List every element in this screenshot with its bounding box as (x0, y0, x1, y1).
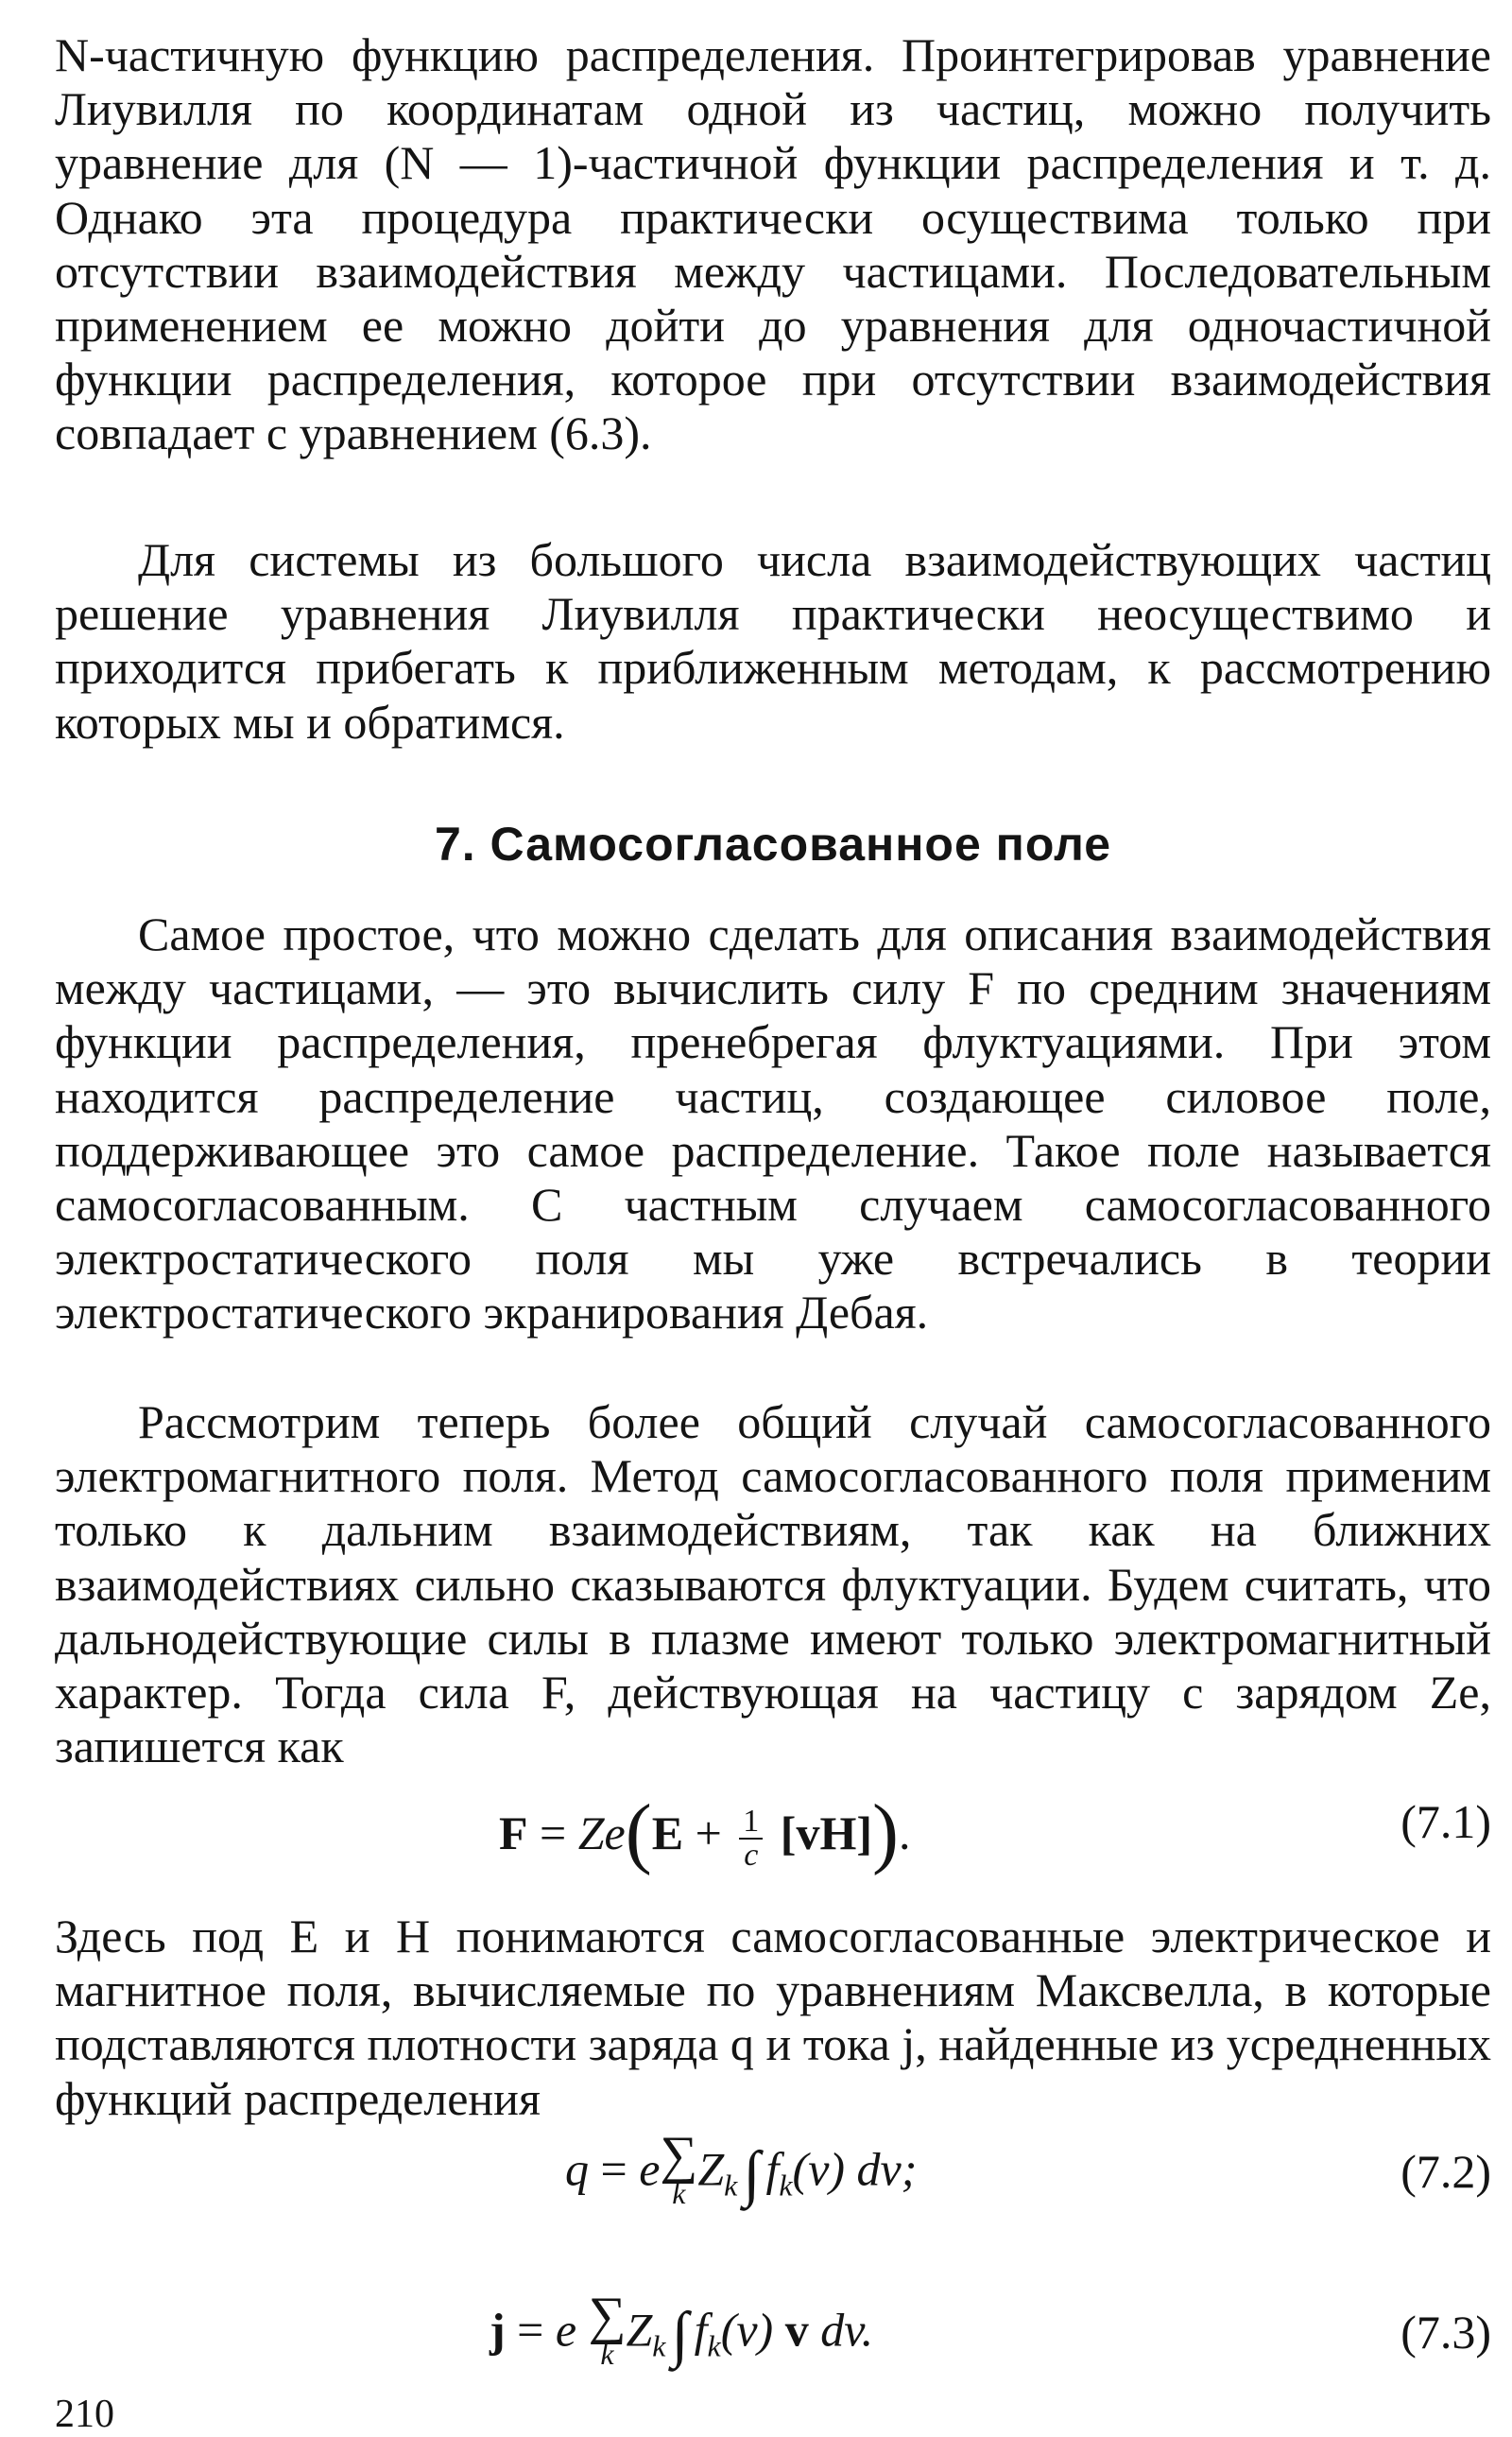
integral-sign: ∫ (671, 2300, 689, 2370)
equals-sign: = (517, 2303, 544, 2357)
paragraph-3: Самое простое, что можно сделать для описания взаимодействия между частицами, — это вычислить силу F по средним значениям функции распределения, пренебрегая флуктуациями. При этом находится распределение частиц, создающее силовое поле, поддерживающее это самое распределение. Такое поле называется самосогласованным. С частным случаем самосогласованного электростатического поля мы уже встречались в теории электростатического экранирования Дебая. (55, 907, 1491, 1339)
period: . (898, 1806, 911, 1859)
charge-number: Z (626, 2303, 653, 2357)
equation-number-7-2: (7.2) (1400, 2145, 1491, 2198)
distribution-function: f (694, 2303, 708, 2357)
fraction-numerator: 1 (739, 1806, 763, 1840)
equation-number-7-3: (7.3) (1400, 2306, 1491, 2359)
velocity-vector: v (784, 2303, 809, 2357)
force-symbol: F (499, 1806, 528, 1859)
differential: dv. (820, 2303, 874, 2357)
page-number: 210 (55, 2393, 114, 2436)
equation-7-1 (55, 1787, 1491, 1876)
sum-index: k (600, 2337, 614, 2371)
equation-7-3 (55, 2287, 1491, 2382)
distribution-function-index: k (707, 2328, 721, 2363)
cross-product: [vH] (780, 1806, 872, 1859)
equals-sign: = (540, 1806, 567, 1859)
equation-7-1-body (499, 1787, 910, 1878)
left-paren: ( (625, 1789, 652, 1876)
paragraph-4: Рассмотрим теперь более общий случай самосогласованного электромагнитного поля. Метод самосогласованного поля применим только к дальним взаимодействиям, так как на ближних взаимодействиях сильно сказываются флуктуации. Будем считать, что дальнодействующие силы в плазме имеют только электромагнитный характер. Тогда сила F, действующая на частицу с зарядом Ze, запишется как (55, 1395, 1491, 1773)
right-paren: ) (872, 1789, 899, 1876)
elementary-charge: e (639, 2142, 661, 2196)
sum-index: k (672, 2176, 686, 2210)
equation-number-7-1: (7.1) (1400, 1795, 1491, 1848)
function-argument: (v) (792, 2142, 846, 2196)
sum-sign: ∑ k (588, 2287, 627, 2371)
charge-density-symbol: q (565, 2142, 589, 2196)
plus-sign: + (695, 1806, 722, 1859)
differential: dv; (856, 2142, 918, 2196)
distribution-function: f (765, 2142, 780, 2196)
equation-7-3-body (490, 2287, 874, 2373)
current-density-symbol: j (490, 2303, 506, 2357)
equation-7-2-body (565, 2126, 918, 2212)
charge-number: Z (697, 2142, 725, 2196)
paragraph-2: Для системы из большого числа взаимодействующих частиц решение уравнения Лиувилля практически неосуществимо и приходится прибегать к приближенным методам, к рассмотрению которых мы и обратимся. (55, 533, 1491, 749)
equals-sign: = (600, 2142, 627, 2196)
charge-symbol: Ze (577, 1806, 626, 1859)
integral-sign: ∫ (743, 2139, 761, 2209)
elementary-charge: e (555, 2303, 577, 2357)
paragraph-5: Здесь под E и H понимаются самосогласованные электрическое и магнитное поля, вычисляемые по уравнениям Максвелла, в которые подставляются плотности заряда q и тока j, найденные из усредненных функций распределения (55, 1910, 1491, 2125)
electric-field-symbol: E (651, 1806, 684, 1859)
sum-sign: ∑ k (660, 2126, 698, 2210)
distribution-function-index: k (779, 2168, 793, 2203)
charge-number-index: k (724, 2168, 738, 2203)
section-heading: 7. Самосогласованное поле (434, 818, 1112, 871)
paragraph-1: N-частичную функцию распределения. Проинтегрировав уравнение Лиувилля по координатам одной из частиц, можно получить уравнение для (N — 1)-частичной функции распределения и т. д. Однако эта процедура практически осуществима только при отсутствии взаимодействия между частицами. Последовательным применением ее можно дойти до уравнения для одночастичной функции распределения, которое при отсутствии взаимодействия совпадает с уравнением (6.3). (55, 28, 1491, 460)
function-argument: (v) (720, 2303, 774, 2357)
fraction-denominator: c (744, 1837, 759, 1873)
charge-number-index: k (652, 2328, 666, 2363)
equation-7-2 (55, 2126, 1491, 2221)
fraction-one-over-c (739, 1803, 763, 1873)
